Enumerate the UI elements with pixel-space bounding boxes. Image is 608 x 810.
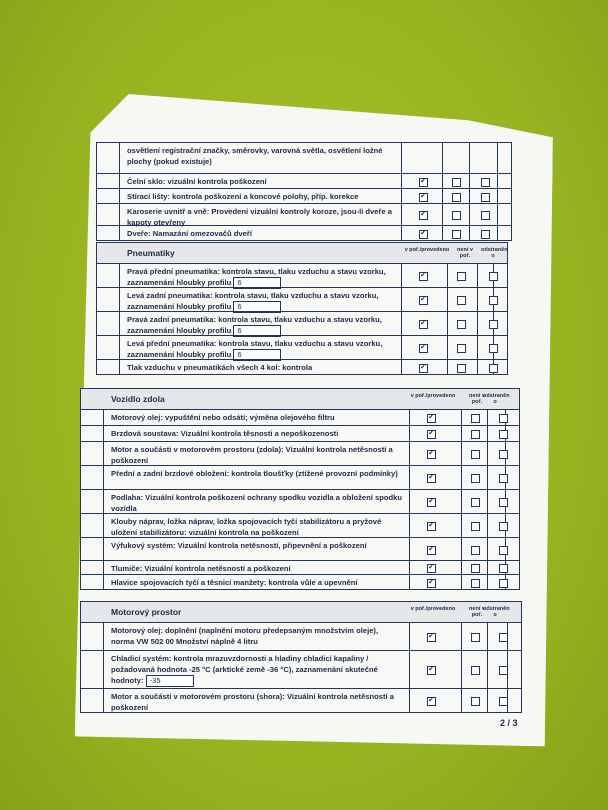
column-header: v poř./provedeno	[404, 247, 450, 253]
checkbox-not-ok[interactable]	[471, 414, 480, 423]
section-engine	[80, 601, 522, 713]
row-label: Přední a zadní brzdové obložení: kontrola tloušťky (ztížené provozní podmínky)	[111, 469, 398, 478]
table-row	[97, 173, 511, 189]
table-row	[81, 537, 519, 561]
checkbox-fixed[interactable]	[499, 430, 508, 439]
row-label: Klouby náprav, ložka náprav, ložka spojovacích tyčí stabilizátoru a pryžové uložení stabilizátoru: vizuální kontrola na poškození	[111, 517, 382, 537]
checkbox-fixed[interactable]	[481, 193, 490, 202]
checkbox-not-ok[interactable]	[457, 364, 466, 373]
measurement-field[interactable]: 6	[233, 301, 281, 313]
table-row	[81, 465, 519, 490]
table-row	[97, 335, 507, 360]
checkbox-not-ok[interactable]	[452, 211, 461, 220]
checkbox-fixed[interactable]	[481, 230, 490, 239]
section-tires	[96, 242, 508, 375]
checkbox-ok[interactable]	[419, 230, 428, 239]
row-text	[111, 492, 403, 514]
table-row	[97, 188, 511, 204]
checkbox-not-ok[interactable]	[457, 296, 466, 305]
row-label: Tlak vzduchu v pneumatikách všech 4 kol: kontrola	[127, 363, 313, 372]
checkbox-ok[interactable]	[427, 498, 436, 507]
checkbox-not-ok[interactable]	[471, 633, 480, 642]
measurement-field[interactable]: 6	[233, 277, 281, 289]
row-text	[111, 691, 403, 713]
row-text	[111, 625, 403, 647]
row-label: Tlumiče: Vizuální kontrola netěsností a poškození	[111, 564, 291, 573]
row-label: Dveře: Namazání omezovačů dveří	[127, 229, 252, 238]
column-header: odstraněn o	[483, 606, 510, 618]
row-text	[111, 653, 403, 687]
row-text	[127, 191, 395, 202]
checkbox-ok[interactable]	[427, 579, 436, 588]
section-title: Motorový prostor	[111, 607, 182, 617]
table-row	[81, 574, 519, 590]
section-title: Pneumatiky	[127, 248, 175, 258]
row-label: Čelní sklo: vizuální kontrola poškození	[127, 177, 267, 186]
row-label: Karoserie uvnitř a vně: Provedení vizuální kontroly koroze, jsou-li dveře a kapoty otevřeny	[127, 207, 393, 227]
checkbox-ok[interactable]	[427, 546, 436, 555]
checkbox-ok[interactable]	[427, 430, 436, 439]
row-text	[127, 338, 395, 361]
section-under	[80, 388, 520, 590]
checkbox-fixed[interactable]	[489, 296, 498, 305]
section-header	[81, 602, 521, 623]
checkbox-fixed[interactable]	[489, 344, 498, 353]
column-header: není v poř.	[469, 606, 485, 618]
section-header	[81, 389, 519, 410]
column-header: v poř./provedeno	[410, 606, 456, 612]
checkbox-not-ok[interactable]	[471, 666, 480, 675]
checkbox-ok[interactable]	[419, 211, 428, 220]
table-row	[97, 287, 507, 312]
checkbox-fixed[interactable]	[481, 178, 490, 187]
checkbox-ok[interactable]	[427, 474, 436, 483]
row-label: Motorový olej: doplnění (naplnění motoru předepsaným množstvím oleje), norma VW 502 00 Množství náplně 4 litru	[111, 626, 379, 646]
table-row	[97, 311, 507, 336]
row-label: Výfukový systém: Vizuální kontrola netěsností, připevnění a poškození	[111, 541, 367, 550]
row-label: Levá zadní pneumatika: kontrola stavu, tlaku vzduchu a stavu vzorku, zaznamenání hloubky profilu	[127, 291, 379, 311]
checkbox-not-ok[interactable]	[471, 697, 480, 706]
row-text	[127, 176, 395, 187]
table-row	[81, 513, 519, 538]
measurement-field[interactable]: -35	[146, 675, 194, 687]
column-header: odstraněn o	[481, 247, 508, 259]
table-row	[97, 359, 507, 375]
checkbox-fixed[interactable]	[499, 697, 508, 706]
checkbox-not-ok[interactable]	[457, 344, 466, 353]
row-text	[111, 563, 403, 574]
section-title: Vozidlo zdola	[111, 394, 165, 404]
checkbox-fixed[interactable]	[499, 633, 508, 642]
column-header: odstraněn o	[483, 393, 510, 405]
checkbox-ok[interactable]	[427, 697, 436, 706]
checkbox-not-ok[interactable]	[471, 474, 480, 483]
table-row	[81, 622, 521, 651]
checkbox-fixed[interactable]	[499, 450, 508, 459]
checkbox-fixed[interactable]	[499, 546, 508, 555]
row-text	[127, 145, 395, 167]
row-text	[111, 540, 403, 551]
row-label: Motor a součásti v motorovém prostoru (zdola): Vizuální kontrola netěsností a poškození	[111, 445, 393, 465]
checkbox-not-ok[interactable]	[471, 579, 480, 588]
checkbox-fixed[interactable]	[489, 272, 498, 281]
table-row	[81, 425, 519, 442]
checkbox-ok[interactable]	[427, 450, 436, 459]
checkbox-not-ok[interactable]	[471, 522, 480, 531]
checkbox-fixed[interactable]	[499, 564, 508, 573]
row-label: Stírací lišty: kontrola poškození a koncové polohy, příp. korekce	[127, 192, 359, 201]
row-label: Chladicí systém: kontrola mrazuvzdornosti a hladiny chladicí kapaliny / požadovaná hodnota -25 °C (arktické země -36 °C), zaznamenání skutečné hodnoty:	[111, 654, 378, 685]
row-text	[127, 266, 395, 289]
checkbox-fixed[interactable]	[499, 498, 508, 507]
row-text	[127, 290, 395, 313]
checkbox-ok[interactable]	[427, 522, 436, 531]
row-label: Pravá zadní pneumatika: kontrola stavu, tlaku vzduchu a stavu vzorku, zaznamenání hloubky profilu	[127, 315, 382, 335]
checkbox-ok[interactable]	[419, 193, 428, 202]
table-row	[81, 650, 521, 689]
checkbox-ok[interactable]	[427, 633, 436, 642]
row-text	[111, 428, 403, 439]
table-row	[81, 688, 521, 713]
table-row	[81, 489, 519, 514]
table-row	[97, 263, 507, 288]
checkbox-ok[interactable]	[419, 296, 428, 305]
row-text	[111, 444, 403, 466]
row-text	[111, 516, 403, 538]
table-row	[97, 203, 511, 226]
column-header: není v poř.	[469, 393, 485, 405]
checkbox-not-ok[interactable]	[471, 450, 480, 459]
row-text	[127, 314, 395, 337]
section-top	[96, 142, 512, 241]
row-label: Brzdová soustava: Vizuální kontrola těsnosti a nepoškozenosti	[111, 429, 339, 438]
checkbox-not-ok[interactable]	[457, 320, 466, 329]
checkbox-fixed[interactable]	[499, 522, 508, 531]
row-label: Hlavice spojovacích tyčí a těsnicí manžety: kontrola vůle a upevnění	[111, 578, 358, 587]
table-row	[97, 143, 511, 173]
measurement-field[interactable]: 6	[233, 349, 281, 361]
checkbox-fixed[interactable]	[499, 666, 508, 675]
checkbox-not-ok[interactable]	[457, 272, 466, 281]
checkbox-fixed[interactable]	[489, 320, 498, 329]
row-label: Pravá přední pneumatika: kontrola stavu, tlaku vzduchu a stavu vzorku, zaznamenání hloubky profilu	[127, 267, 386, 287]
checkbox-fixed[interactable]	[499, 414, 508, 423]
checkbox-not-ok[interactable]	[471, 430, 480, 439]
table-row	[97, 225, 511, 241]
table-row	[81, 560, 519, 575]
checkbox-not-ok[interactable]	[452, 178, 461, 187]
checkbox-ok[interactable]	[427, 414, 436, 423]
checkbox-not-ok[interactable]	[471, 546, 480, 555]
checkbox-not-ok[interactable]	[452, 193, 461, 202]
row-label: Podlaha: Vizuální kontrola poškození ochrany spodku vozidla a obložení spodku vozidla	[111, 493, 402, 513]
section-header	[97, 243, 507, 264]
checkbox-ok[interactable]	[419, 364, 428, 373]
table-row	[81, 441, 519, 466]
row-label: Levá přední pneumatika: kontrola stavu, tlaku vzduchu a stavu vzorku, zaznamenání hloubky profilu	[127, 339, 383, 359]
checkbox-not-ok[interactable]	[452, 230, 461, 239]
column-header: není v poř.	[457, 247, 473, 259]
row-text	[127, 228, 395, 239]
row-text	[111, 577, 403, 588]
checkbox-ok[interactable]	[419, 320, 428, 329]
row-label: Motor a součásti v motorovém prostoru (shora): Vizuální kontrola netěsností a poškození	[111, 692, 394, 712]
checkbox-fixed[interactable]	[489, 364, 498, 373]
checkbox-fixed[interactable]	[499, 579, 508, 588]
checkbox-ok[interactable]	[427, 666, 436, 675]
checkbox-ok[interactable]	[419, 272, 428, 281]
row-text	[127, 362, 395, 373]
checkbox-fixed[interactable]	[499, 474, 508, 483]
checkbox-ok[interactable]	[419, 178, 428, 187]
checkbox-fixed[interactable]	[481, 211, 490, 220]
row-text	[111, 468, 403, 479]
row-label: Motorový olej: vypuštění nebo odsátí; výměna olejového filtru	[111, 413, 335, 422]
checkbox-not-ok[interactable]	[471, 498, 480, 507]
row-text	[111, 412, 403, 423]
checkbox-ok[interactable]	[427, 564, 436, 573]
page-number: 2 / 3	[500, 718, 518, 728]
table-row	[81, 409, 519, 426]
checkbox-ok[interactable]	[419, 344, 428, 353]
column-header: v poř./provedeno	[410, 393, 456, 399]
measurement-field[interactable]: 6	[233, 325, 281, 337]
checkbox-not-ok[interactable]	[471, 564, 480, 573]
row-label: osvětlení registrační značky, směrovky, varovná světla, osvětlení ložné plochy (pokud existuje)	[127, 146, 383, 166]
